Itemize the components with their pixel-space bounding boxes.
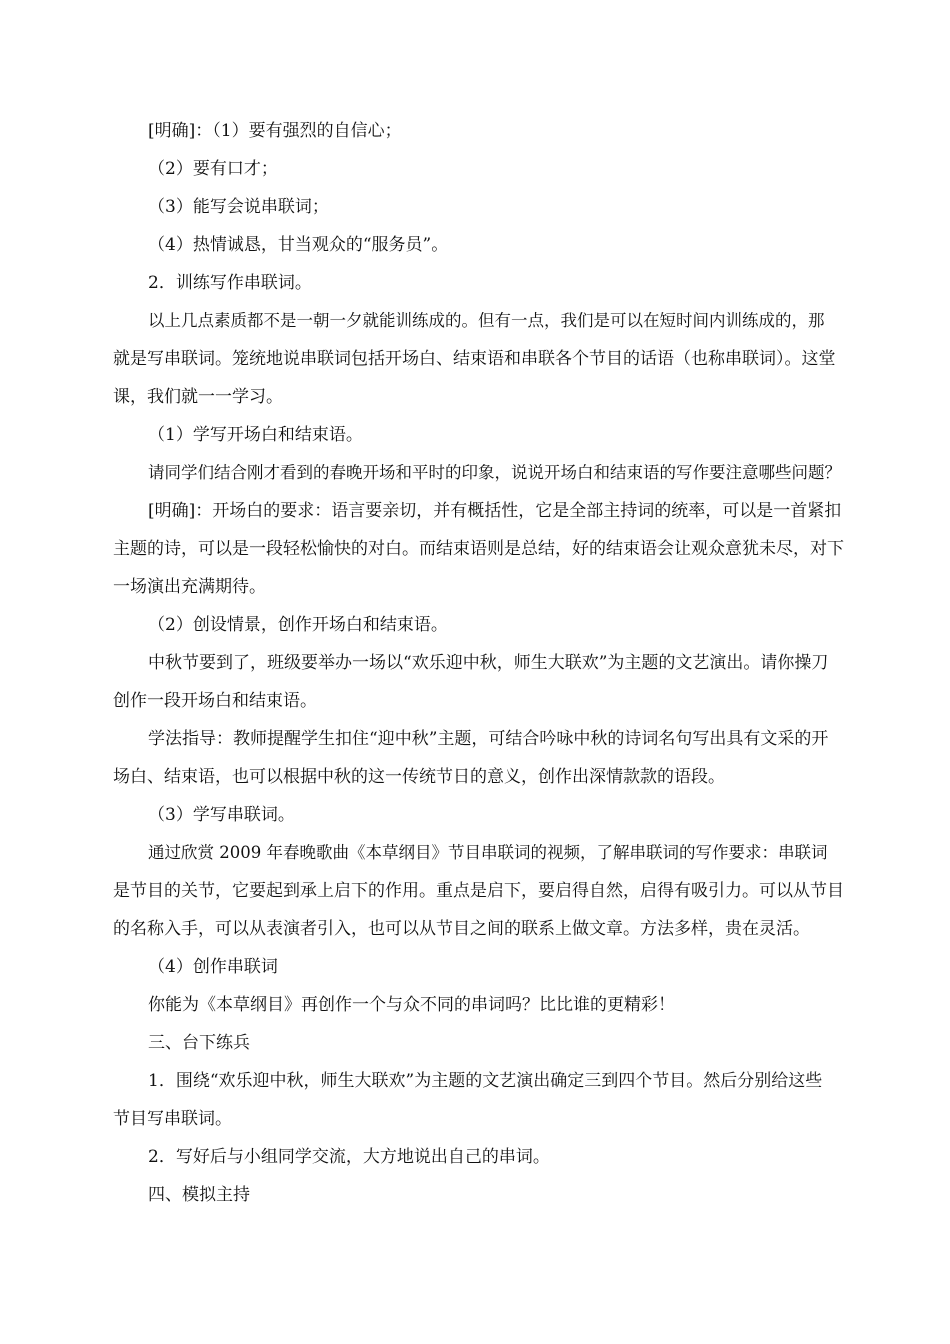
text-line: 四、模拟主持 bbox=[148, 1185, 250, 1205]
text-line: 的名称入手，可以从表演者引入，也可以从节目之间的联系上做文章。方法多样，贵在灵活。 bbox=[113, 919, 810, 939]
text-line: 一场演出充满期待。 bbox=[113, 577, 266, 597]
text-line: 2．写好后与小组同学交流，大方地说出自己的串词。 bbox=[148, 1147, 550, 1167]
text-line: 节目写串联词。 bbox=[113, 1109, 232, 1129]
text-line: 1．围绕“欢乐迎中秋，师生大联欢”为主题的文艺演出确定三到四个节目。然后分别给这些 bbox=[148, 1071, 823, 1091]
text-line: 三、台下练兵 bbox=[148, 1033, 250, 1053]
text-line: （3）学写串联词。 bbox=[148, 805, 295, 825]
text-line: 请同学们结合刚才看到的春晚开场和平时的印象，说说开场白和结束语的写作要注意哪些问题？ bbox=[148, 463, 841, 482]
text-line: 中秋节要到了，班级要举办一场以“欢乐迎中秋，师生大联欢”为主题的文艺演出。请你操刀 bbox=[148, 653, 829, 673]
text-line: （4）创作串联词 bbox=[148, 957, 278, 977]
text-line: （4）热情诚恳，甘当观众的“服务员”。 bbox=[148, 235, 449, 255]
text-line: 课，我们就一一学习。 bbox=[113, 387, 283, 407]
text-line: 就是写串联词。笼统地说串联词包括开场白、结束语和串联各个节目的话语（也称串联词）。这堂 bbox=[113, 349, 836, 369]
text-line: [明确]：开场白的要求：语言要亲切，并有概括性，它是全部主持词的统率，可以是一首紧扣 bbox=[148, 501, 842, 521]
text-line: 创作一段开场白和结束语。 bbox=[113, 691, 317, 711]
text-line: （2）要有口才； bbox=[148, 159, 278, 179]
text-line: 通过欣赏 2009 年春晚歌曲《本草纲目》节目串联词的视频，了解串联词的写作要求：串联词 bbox=[148, 843, 828, 862]
text-line: 主题的诗，可以是一段轻松愉快的对白。而结束语则是总结，好的结束语会让观众意犹未尽，对下 bbox=[113, 539, 844, 559]
text-line: 场白、结束语，也可以根据中秋的这一传统节日的意义，创作出深情款款的语段。 bbox=[113, 767, 725, 787]
text-line: 以上几点素质都不是一朝一夕就能训练成的。但有一点，我们是可以在短时间内训练成的，那 bbox=[148, 311, 825, 330]
text-line: （2）创设情景，创作开场白和结束语。 bbox=[148, 615, 448, 635]
document-body bbox=[113, 112, 843, 1214]
text-line: 学法指导：教师提醒学生扣住“迎中秋”主题，可结合吟咏中秋的诗词名句写出具有文采的开 bbox=[148, 729, 829, 749]
text-line: 你能为《本草纲目》再创作一个与众不同的串词吗？比比谁的更精彩！ bbox=[148, 995, 675, 1015]
text-line: 是节目的关节，它要起到承上启下的作用。重点是启下，要启得自然，启得有吸引力。可以从节目 bbox=[113, 881, 844, 901]
text-line: （1）学写开场白和结束语。 bbox=[148, 425, 363, 445]
text-line: 2．训练写作串联词。 bbox=[148, 273, 312, 293]
text-line: （3）能写会说串联词； bbox=[148, 197, 329, 217]
text-line: [明确]：（1）要有强烈的自信心； bbox=[148, 121, 402, 141]
